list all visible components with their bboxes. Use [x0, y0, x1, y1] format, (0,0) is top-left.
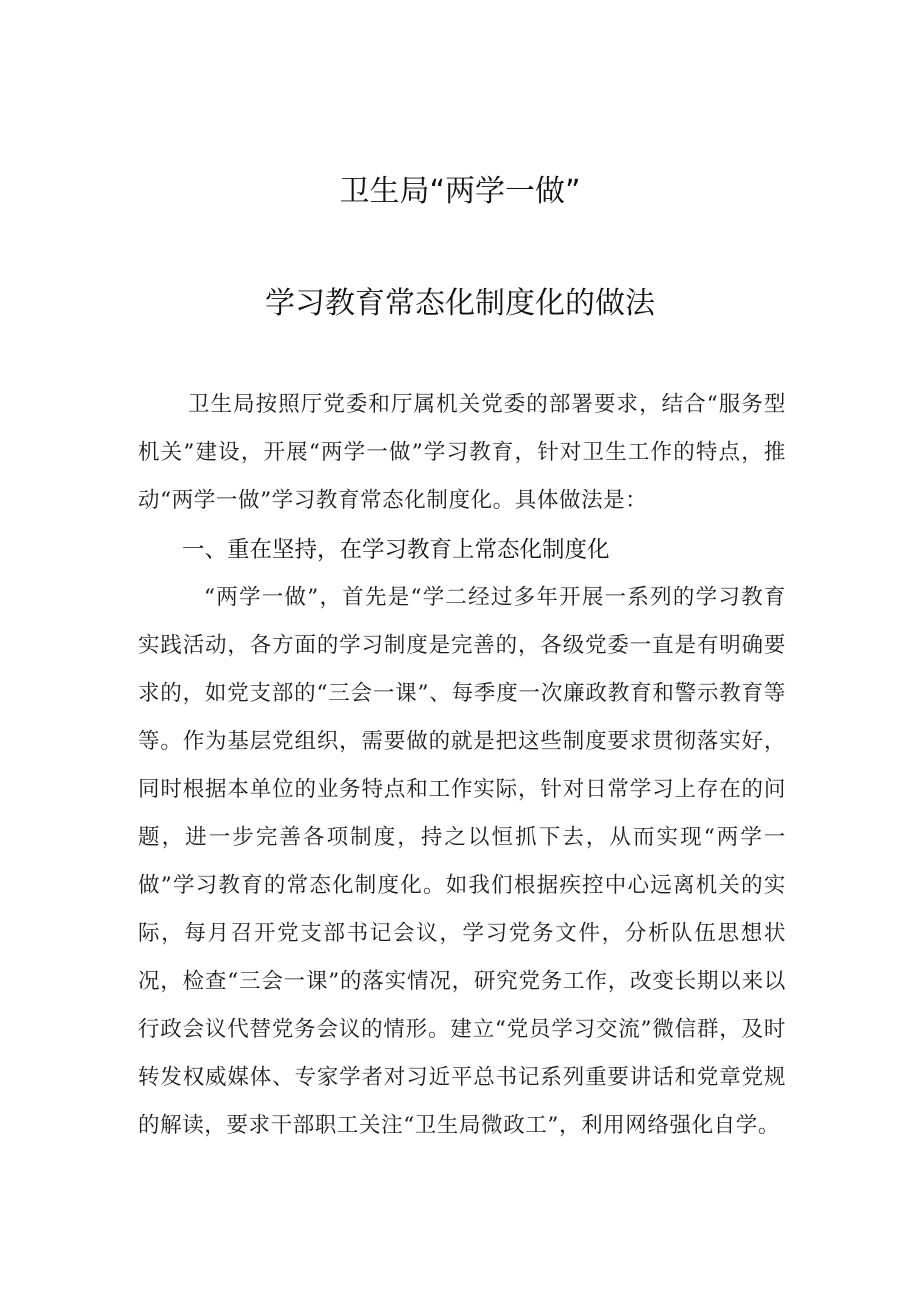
section-1-paragraph: “两学一做”，首先是“学二经过多年开展一系列的学习教育实践活动，各方面的学习制度是完善的，各级党委一直是有明确要求的，如党支部的“三会一课”、每季度一次廉政教育和警示教育等等。作为基层党组织，需要做的就是把这些制度要求贯彻落实好，同时根据本单位的业务特点和工作实际，针对日常学习上存在的问题，进一步完善各项制度，持之以恒抓下去，从而实现“两学一做”学习教育的常态化制度化。如我们根据疾控中心远离机关的实际，每月召开党支部书记会议，学习党务文件，分析队伍思想状况，检查“三会一课”的落实情况，研究党务工作，改变长期以来以行政会议代替党务会议的情形。建立“党员学习交流”微信群，及时转发权威媒体、专家学者对习近平总书记系列重要讲话和党章党规的解读，要求干部职工关注“卫生局微政工”，利用网络强化自学。 — [138, 585, 786, 1138]
title-line-1: 卫生局“两学一做” — [339, 174, 581, 209]
title-line-2: 学习教育常态化制度化的做法 — [265, 286, 655, 321]
section-1-heading: 一、重在坚持，在学习教育上常态化制度化 — [182, 537, 610, 563]
intro-paragraph: 卫生局按照厅党委和厅属机关党委的部署要求，结合“服务型机关”建设，开展“两学一做”学习教育，针对卫生工作的特点，推动“两学一做”学习教育常态化制度化。具体做法是： — [138, 392, 786, 513]
